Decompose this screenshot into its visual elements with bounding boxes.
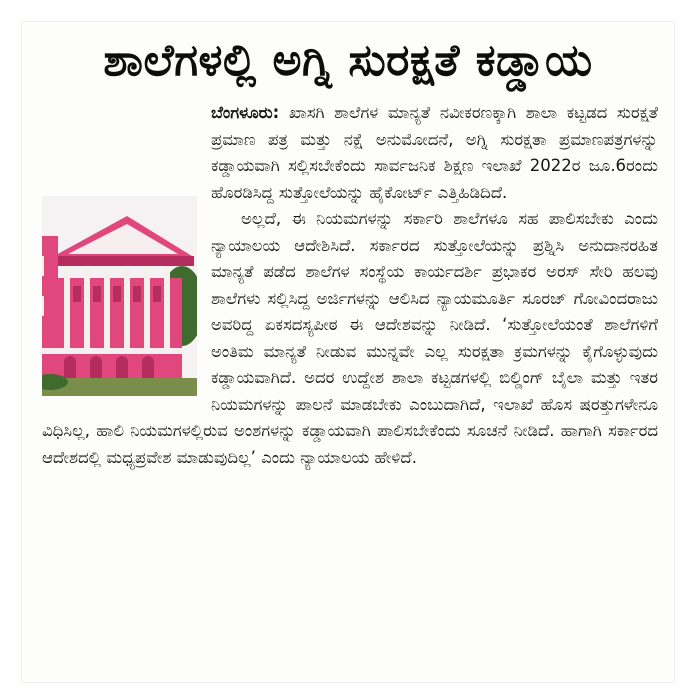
high-court-building-photo [42,196,197,396]
paragraph-2: ಅಲ್ಲದೆ, ಈ ನಿಯಮಗಳನ್ನು ಸರ್ಕಾರಿ ಶಾಲೆಗಳೂ ಸಹ ಪಾಲಿಸಬೇಕು ಎಂದು ನ್ಯಾಯಾಲಯ ಆದೇಶಿಸಿದೆ. ಸರ್ಕಾರದ ಸುತ್ತೋಲೆಯನ್ನು ಪ್ರಶ್ನಿಸಿ ಅನುದಾನರಹಿತ ಮಾನ್ಯತೆ ಪಡೆದ ಶಾಲೆಗಳ ಸಂಸ್ಥೆಯ ಕಾರ್ಯದರ್ಶಿ ಪ್ರಭಾಕರ ಅರಸ್ ಸೇರಿ ಹಲವು ಶಾಲೆಗಳು ಸಲ್ಲಿಸಿದ್ದ ಅರ್ಜಿಗಳನ್ನು ಆಲಿಸಿದ ನ್ಯಾಯಮೂರ್ತಿ ಸೂರಜ್ ಗೋವಿಂದರಾಜು ಅವರಿದ್ದ ಏಕಸದಸ್ಯಪೀಠ ಈ ಆದೇಶವನ್ನು ನೀಡಿದೆ. ‘ಸುತ್ತೋಲೆಯಂತೆ ಶಾಲೆಗಳಿಗೆ ಅಂತಿಮ ಮಾನ್ಯತೆ ನೀಡುವ ಮುನ್ನವೇ ಎಲ್ಲ ಸುರಕ್ಷತಾ ಕ್ರಮಗಳನ್ನು ಕೈಗೊಳ್ಳುವುದು ಕಡ್ಡಾಯವಾಗಿದೆ. ಅದರ ಉದ್ದೇಶ ಶಾಲಾ ಕಟ್ಟಡಗಳಲ್ಲಿ ಬಿಲ್ಡಿಂಗ್ ಬೈಲಾ ಮತ್ತು ಇತರ ನಿಯಮಗಳನ್ನು ಪಾಲನೆ ಮಾಡಬೇಕು ಎಂಬುದಾಗಿದೆ, ಇಲಾಖೆ ಹೊಸ ಷರತ್ತುಗಳೇನೂ ವಿಧಿಸಿಲ್ಲ, ಹಾಲಿ ನಿಯಮಗಳಲ್ಲಿರುವ ಅಂಶಗಳನ್ನು ಕಡ್ಡಾಯವಾಗಿ ಪಾಲಿಸಬೇಕೆಂದು ಸೂಚನೆ ನೀಡಿದೆ. ಹಾಗಾಗಿ ಸರ್ಕಾರದ ಆದೇಶದಲ್ಲಿ ಮಧ್ಯಪ್ರವೇಶ ಮಾಡುವುದಿಲ್ಲ’ ಎಂದು ನ್ಯಾಯಾಲಯ ಹೇಳಿದೆ. [42,209,658,467]
article-body [42,100,658,680]
high-court-building-icon [42,196,197,396]
headline: ಶಾಲೆಗಳಲ್ಲಿ ಅಗ್ನಿ ಸುರಕ್ಷತೆ ಕಡ್ಡಾಯ [103,35,593,86]
paragraph-1: ಖಾಸಗಿ ಶಾಲೆಗಳ ಮಾನ್ಯತೆ ನವೀಕರಣಕ್ಕಾಗಿ ಶಾಲಾ ಕಟ್ಟಡದ ಸುರಕ್ಷತೆ ಪ್ರಮಾಣ ಪತ್ರ ಮತ್ತು ನಕ್ಷೆ ಅನುಮೋದನೆ, ಅಗ್ನಿ ಸುರಕ್ಷತಾ ಪ್ರಮಾಣಪತ್ರಗಳನ್ನು ಕಡ್ಡಾಯವಾಗಿ ಸಲ್ಲಿಸಬೇಕೆಂದು ಸಾರ್ವಜನಿಕ ಶಿಕ್ಷಣ ಇಲಾಖೆ 2022ರ ಜೂ.6ರಂದು ಹೊರಡಿಸಿದ್ದ ಸುತ್ತೋಲೆಯನ್ನು ಹೈಕೋರ್ಟ್ ಎತ್ತಿಹಿಡಿದಿದೆ. [211,103,658,202]
dateline: ಬೆಂಗಳೂರು: [211,103,280,122]
news-clipping [22,22,674,682]
